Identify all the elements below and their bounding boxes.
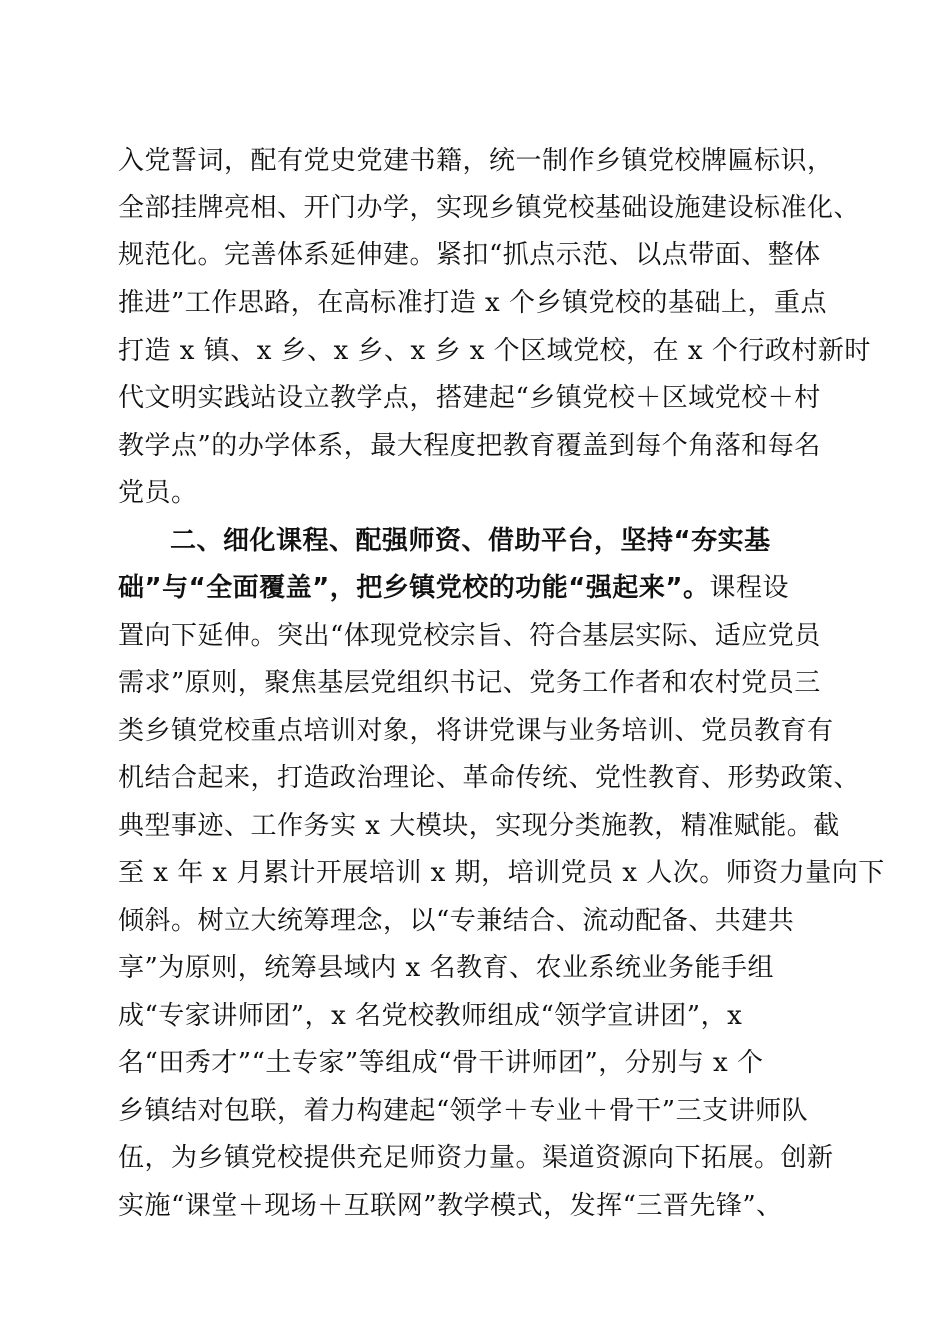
text-line: 享”为原则，统筹县域内 x 名教育、农业系统业务能手组: [118, 953, 774, 983]
text-line: [118, 573, 838, 603]
text-line: 类乡镇党校重点培训对象，将讲党课与业务培训、党员教育有: [118, 716, 834, 746]
text-line: 机结合起来，打造政治理论、革命传统、党性教育、形势政策、: [118, 763, 861, 793]
text-line: 至 x 年 x 月累计开展培训 x 期，培训党员 x 人次。师资力量向下: [118, 858, 885, 888]
text-line: 伍，为乡镇党校提供充足师资力量。渠道资源向下拓展。创新: [118, 1143, 834, 1173]
text-line: 乡镇结对包联，着力构建起“领学＋专业＋骨干”三支讲师队: [118, 1096, 809, 1126]
text-line: 推进”工作思路，在高标准打造 x 个乡镇党校的基础上，重点: [118, 288, 827, 318]
section-heading-continued: 础”与“全面覆盖”，把乡镇党校的功能“强起来”。: [118, 573, 710, 603]
text-line: 需求”原则，聚焦基层党组织书记、党务工作者和农村党员三: [118, 668, 821, 698]
text-line: 入党誓词，配有党史党建书籍，统一制作乡镇党校牌匾标识，: [118, 146, 834, 176]
text-line: 规范化。完善体系延伸建。紧扣“抓点示范、以点带面、整体: [118, 240, 821, 270]
text-line: 打造 x 镇、x 乡、x 乡、x 乡 x 个区域党校，在 x 个行政村新时: [118, 336, 871, 366]
text-line: 成“专家讲师团”，x 名党校教师组成“领学宣讲团”，x: [118, 1001, 743, 1031]
text-line: 代文明实践站设立教学点，搭建起“乡镇党校＋区域党校＋村: [118, 383, 821, 413]
text-line: 名“田秀才”“土专家”等组成“骨干讲师团”，分别与 x 个: [118, 1048, 764, 1078]
text-line: 置向下延伸。突出“体现党校宗旨、符合基层实际、适应党员: [118, 621, 821, 651]
text-line: 教学点”的办学体系，最大程度把教育覆盖到每个角落和每名: [118, 431, 821, 461]
text-line: 实施“课堂＋现场＋互联网”教学模式，发挥“三晋先锋”、: [118, 1191, 783, 1221]
text-line: 全部挂牌亮相、开门办学，实现乡镇党校基础设施建设标准化、: [118, 193, 861, 223]
text-line: 党员。: [118, 478, 198, 508]
text-fragment: 课程设: [709, 573, 789, 603]
section-heading: 二、细化课程、配强师资、借助平台，坚持“夯实基: [170, 526, 771, 556]
text-line: 倾斜。树立大统筹理念，以“专兼结合、流动配备、共建共: [118, 906, 795, 936]
text-line: 典型事迹、工作务实 x 大模块，实现分类施教，精准赋能。截: [118, 811, 840, 841]
